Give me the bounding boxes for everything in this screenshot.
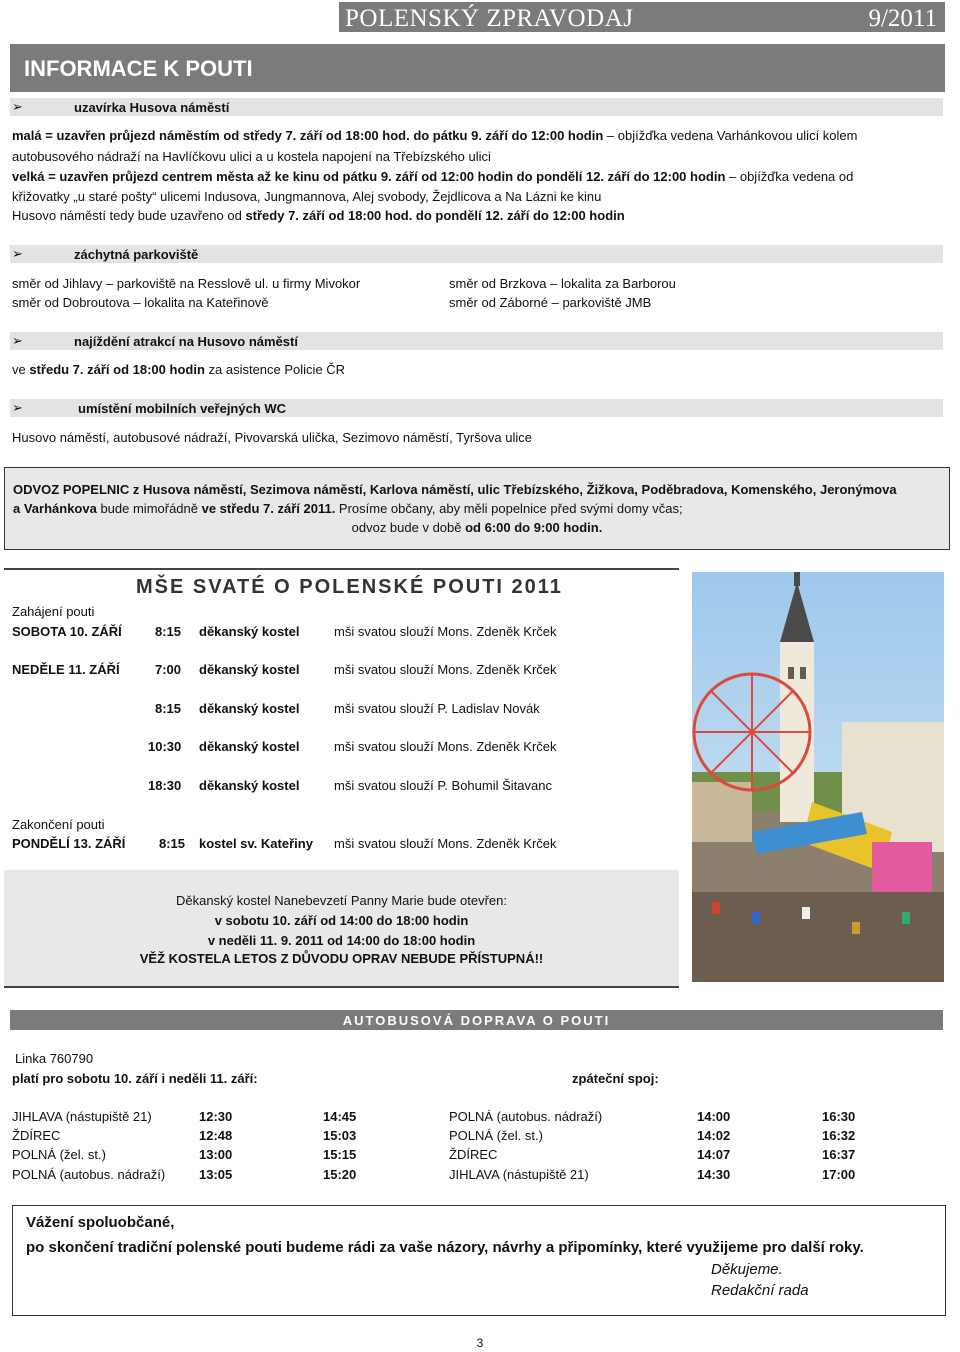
section-bar-parking (10, 245, 943, 263)
arrow-bullet-icon: ➢ (12, 400, 23, 415)
church-line-2: v sobotu 10. září od 14:00 do 18:00 hodin (214, 913, 469, 928)
section-bar-uzavirka (10, 98, 943, 116)
page-number: 3 (476, 1336, 484, 1350)
info-title: INFORMACE K POUTI (24, 56, 253, 81)
mass-schedule: MŠE SVATÉ O POLENSKÉ POUTI 2011 Zahájení pouti Zakončení pouti SOBOTA 10. ZÁŘÍ 8:15 děkanský kostel mši svatou slouží Mons. Zdeněk Krček NEDĚLE 11. ZÁŘÍ 7:00 děkanský kostel mši svatou slouží Mons. Zdeněk Krček 8:15 děkanský kostel mši svatou slouží P. Ladislav Novák 10:30 děkanský kostel mši svatou slouží Mons. Zdeněk Krček 18:30 děkanský kostel mši svatou slouží P. Bohumil Šitavanc PONDĚLÍ 13. ZÁŘÍ 8:15 kostel sv. Kateřiny mši svatou slouží Mons. Zdeněk Krček (4, 568, 679, 868)
church-opening-notice (4, 870, 679, 988)
closing-label: Zakončení pouti (12, 817, 105, 832)
arrow-bullet-icon: ➢ (12, 99, 23, 114)
church-line-1: Děkanský kostel Nanebevzetí Panny Marie bude otevřen: (176, 893, 507, 908)
opening-label: Zahájení pouti (12, 604, 95, 619)
feedback-signature: Redakční rada (711, 1282, 809, 1299)
odvoz-line-3: odvoz bude v době od 6:00 do 9:00 hodin. (351, 520, 603, 535)
bus-section-banner (10, 1010, 943, 1030)
newsletter-header (339, 2, 945, 32)
parking-dobroutov: směr od Dobroutova – lokalita na Kateřinově (12, 295, 269, 310)
odvoz-line-1: ODVOZ POPELNIC z Husova náměstí, Sezimova náměstí, Karlova náměstí, ulic Třebízského, Žižkova, Poděbradova, Komenského, Jeronýmova (13, 482, 897, 497)
church-line-3: v neděli 11. 9. 2011 od 14:00 do 18:00 hodin (207, 933, 476, 948)
bus-return-label: zpáteční spoj: (572, 1071, 659, 1086)
church-line-4: VĚŽ KOSTELA LETOS Z DŮVODU OPRAV NEBUDE PŘÍSTUPNÁ!! (139, 951, 544, 966)
uzavirka-line-1: malá = uzavřen průjezd náměstím od středy 7. září od 18:00 hod. do pátku 9. září do 12:00 hodin – objížďka vedena Varhánkovou ulicí kolem (12, 128, 858, 143)
uzavirka-line-5: Husovo náměstí tedy bude uzavřeno od středy 7. září od 18:00 hod. do pondělí 12. září do 12:00 hodin (12, 208, 625, 223)
bus-line-number: Linka 760790 (15, 1051, 94, 1066)
fair-photo (692, 572, 944, 982)
parking-zaborna: směr od Záborné – parkoviště JMB (449, 295, 652, 310)
section-bar-najizdeni (10, 332, 943, 350)
uzavirka-line-2: autobusového nádraží na Havlíčkovu ulici a u kostela napojení na Třebízského ulici (12, 149, 491, 164)
section-heading: najíždění atrakcí na Husovo náměstí (74, 334, 298, 349)
feedback-notice (12, 1205, 946, 1316)
waste-collection-notice (4, 467, 950, 550)
info-title-banner (10, 44, 945, 92)
wc-locations: Husovo náměstí, autobusové nádraží, Pivovarská ulička, Sezimovo náměstí, Tyršova ulice (12, 430, 533, 445)
uzavirka-line-3: velká = uzavřen průjezd centrem města až ke kinu od pátku 9. září od 12:00 hodin do pondělí 12. září do 12:00 hodin – objížďka vedena od (12, 169, 854, 184)
feedback-thanks: Děkujeme. (711, 1261, 783, 1278)
issue-number: 9/2011 (868, 5, 937, 32)
feedback-greeting: Vážení spoluobčané, (26, 1214, 175, 1231)
arrow-bullet-icon: ➢ (12, 246, 23, 261)
section-heading: záchytná parkoviště (74, 247, 199, 262)
parking-jihlava: směr od Jihlavy – parkoviště na Resslově ul. u firmy Mivokor (12, 276, 361, 291)
bus-validity: platí pro sobotu 10. září i neděli 11. září: (12, 1071, 258, 1086)
parking-brzkov: směr od Brzkova – lokalita za Barborou (449, 276, 676, 291)
uzavirka-line-4: křižovatky „u staré pošty“ ulicemi Indusova, Jungmannova, Alej svobody, Žejdlicova a Na Lázni ke kinu (12, 189, 602, 204)
najizdeni-text: ve středu 7. září od 18:00 hodin za asistence Policie ČR (12, 362, 346, 377)
bus-section-title: AUTOBUSOVÁ DOPRAVA O POUTI (342, 1013, 611, 1028)
newsletter-title: POLENSKÝ ZPRAVODAJ (345, 5, 634, 32)
feedback-text: po skončení tradiční polenské pouti budeme rádi za vaše názory, návrhy a připomínky, které využijeme pro další roky. (26, 1239, 864, 1256)
odvoz-line-2: a Varhánkova bude mimořádně ve středu 7. září 2011. Prosíme občany, aby měli popelnice před svými domy včas; (13, 501, 683, 516)
section-bar-wc (10, 399, 943, 417)
section-heading: uzavírka Husova náměstí (74, 100, 230, 115)
arrow-bullet-icon: ➢ (12, 333, 23, 348)
mass-schedule-title: MŠE SVATÉ O POLENSKÉ POUTI 2011 (136, 576, 563, 598)
section-heading: umístění mobilních veřejných WC (78, 401, 287, 416)
